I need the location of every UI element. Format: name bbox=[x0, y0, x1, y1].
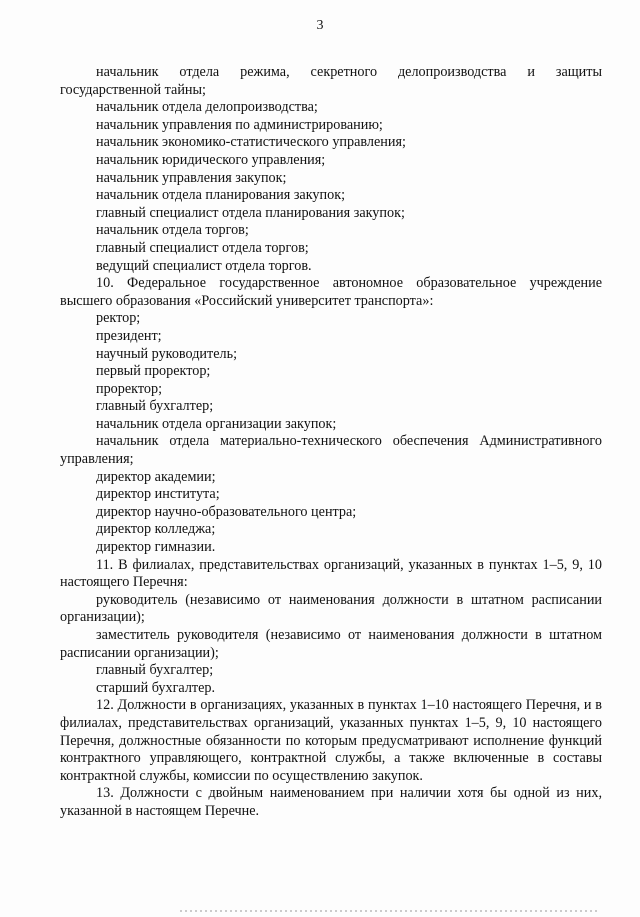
paragraph: начальник отдела режима, секретного делопроизводства и защиты государственной тайны; bbox=[60, 64, 602, 98]
paragraph: ведущий специалист отдела торгов. bbox=[96, 257, 312, 274]
paragraph: главный бухгалтер; bbox=[96, 662, 214, 679]
paragraph: директор гимназии. bbox=[96, 539, 216, 556]
section-heading-11: 11. В филиалах, представительствах организаций, указанных в пунктах 1–5, 9, 10 настоящего Перечня: bbox=[60, 556, 602, 591]
document-body bbox=[60, 64, 602, 821]
paragraph: начальник отдела делопроизводства; bbox=[96, 99, 318, 116]
paragraph: начальник отдела планирования закупок; bbox=[96, 187, 346, 204]
paragraph: начальник экономико-статистического управления; bbox=[96, 134, 406, 151]
paragraph: начальник отдела торгов; bbox=[96, 222, 249, 239]
paragraph: начальник юридического управления; bbox=[96, 151, 326, 168]
section-heading-10: 10. Федеральное государственное автономное образовательное учреждение высшего образования «Российский университет транспорта»: bbox=[60, 275, 602, 309]
paragraph: директор научно-образовательного центра; bbox=[96, 503, 357, 520]
paragraph: президент; bbox=[96, 327, 162, 344]
paragraph: научный руководитель; bbox=[96, 345, 238, 362]
paragraph: старший бухгалтер. bbox=[96, 679, 216, 696]
section-12: 12. Должности в организациях, указанных в пунктах 1–10 настоящего Перечня, и в филиалах, представительствах организаций, указанных пунктах 1–5, 9, 10 настоящего Перечня, должностные обязанности по которым предусматривают исполнение функций контрактного управляющего, контрактной службы, а также включенные в составы контрактной службы, комиссии по осуществлению закупок. bbox=[60, 697, 602, 784]
paragraph: главный бухгалтер; bbox=[96, 398, 214, 415]
paragraph: главный специалист отдела торгов; bbox=[96, 239, 309, 256]
page-number: 3 bbox=[316, 18, 324, 33]
paragraph: директор колледжа; bbox=[96, 521, 216, 538]
paragraph: руководитель (независимо от наименования должности в штатном расписании организации); bbox=[60, 591, 602, 626]
paragraph: начальник управления по администрированию; bbox=[96, 116, 383, 133]
paragraph: заместитель руководителя (независимо от наименования должности в штатном расписании организации); bbox=[60, 627, 602, 661]
paragraph: первый проректор; bbox=[96, 363, 211, 380]
paragraph: начальник управления закупок; bbox=[96, 169, 287, 186]
scan-artifact-line bbox=[180, 910, 600, 912]
paragraph: директор академии; bbox=[96, 468, 216, 485]
paragraph: начальник отдела материально-технического обеспечения Административного управления; bbox=[60, 433, 602, 468]
paragraph: главный специалист отдела планирования закупок; bbox=[96, 204, 405, 221]
section-13: 13. Должности с двойным наименованием при наличии хотя бы одной из них, указанной в настоящем Перечне. bbox=[60, 785, 602, 819]
paragraph: начальник отдела организации закупок; bbox=[96, 415, 337, 432]
paragraph: директор института; bbox=[96, 486, 220, 503]
paragraph: ректор; bbox=[96, 310, 141, 327]
paragraph: проректор; bbox=[96, 380, 163, 397]
